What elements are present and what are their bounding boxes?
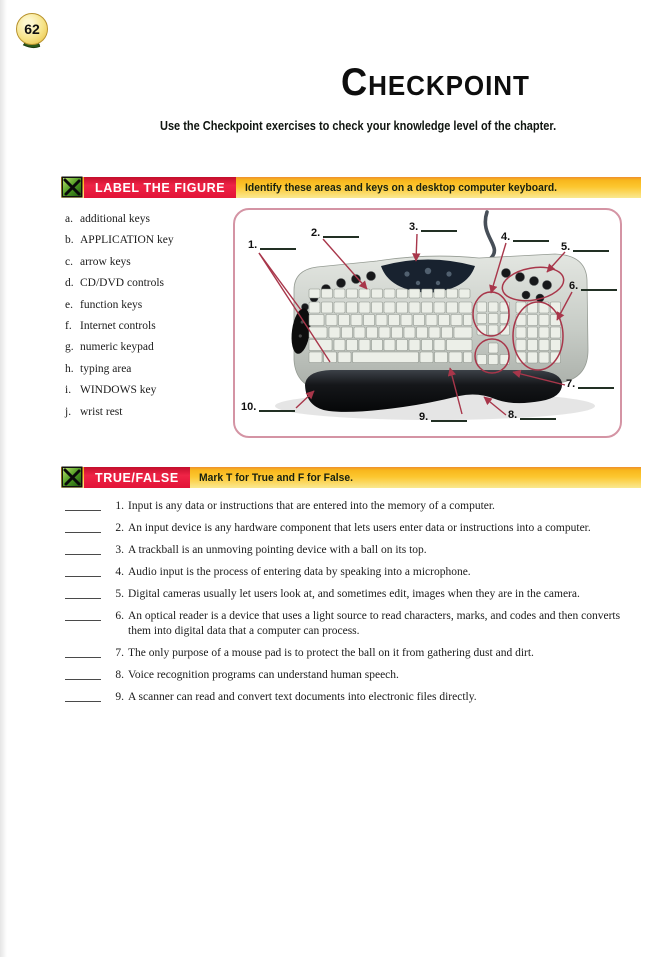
figure-answer-blank (431, 420, 467, 422)
label-the-figure-banner (61, 177, 641, 198)
section-instruction: Identify these areas and keys on a desktop computer keyboard. (245, 181, 558, 194)
tf-question-2 (65, 521, 637, 536)
page-title (341, 63, 530, 102)
figure-answer-blank (260, 248, 296, 250)
option-letter: c. (65, 255, 73, 268)
figure-label-number: 8. (508, 409, 518, 421)
section-logo-icon (61, 466, 83, 488)
tf-question-number: 5. (115, 588, 124, 600)
figure-label-number: 6. (569, 280, 579, 292)
section-logo-icon (61, 176, 83, 198)
figure-answer-blank (578, 387, 614, 389)
tf-question-text: Voice recognition programs can understand human speech. (128, 669, 399, 681)
figure-answer-blank (421, 230, 457, 232)
section-instruction: Mark T for True and F for False. (198, 471, 353, 484)
tf-answer-blank (65, 609, 101, 621)
tf-question-7 (65, 646, 637, 661)
figure-label-9 (419, 411, 467, 423)
tf-question-text: Audio input is the process of entering data by speaking into a microphone. (128, 566, 471, 578)
figure-label-number: 4. (501, 231, 511, 243)
tf-question-number: 7. (115, 647, 124, 659)
tf-answer-blank (65, 668, 101, 680)
title-rest: HECKPOINT (368, 70, 530, 101)
figure-label-number: 1. (248, 239, 258, 251)
tf-answer-blank (65, 543, 101, 555)
page-subtitle: Use the Checkpoint exercises to check your knowledge level of the chapter. (160, 119, 557, 133)
tf-question-text: The only purpose of a mouse pad is to protect the ball on it from gathering dust and dirt. (128, 647, 534, 659)
figure-answer-blank (513, 240, 549, 242)
tf-question-number: 8. (115, 669, 124, 681)
tf-question-text: An optical reader is a device that uses a light source to read characters, marks, and codes and then converts them into digital data that a computer can process. (128, 610, 621, 637)
figure-label-2 (311, 227, 359, 239)
figure-label-number: 5. (561, 241, 571, 253)
option-e (65, 295, 174, 316)
figure-label-5 (561, 241, 609, 253)
tf-question-text: A trackball is an unmoving pointing device with a ball on its top. (128, 544, 427, 556)
tf-question-number: 3. (115, 544, 124, 556)
option-text: numeric keypad (80, 341, 154, 354)
option-text: Internet controls (80, 320, 156, 333)
figure-label-7 (566, 378, 614, 390)
tf-question-5 (65, 587, 637, 602)
tf-question-9 (65, 690, 637, 705)
page-number-badge (16, 13, 48, 45)
option-letter: f. (65, 320, 72, 333)
keyboard-cord (485, 212, 494, 258)
tf-question-number: 2. (115, 522, 124, 534)
option-i (65, 380, 174, 401)
tf-answer-blank (65, 587, 101, 599)
figure-label-number: 9. (419, 411, 429, 423)
tf-answer-blank (65, 646, 101, 658)
option-letter: e. (65, 298, 73, 311)
tf-question-4 (65, 565, 637, 580)
option-text: typing area (80, 362, 132, 375)
option-letter: i. (65, 384, 72, 397)
option-letter: a. (65, 213, 73, 225)
tf-answer-blank (65, 565, 101, 577)
figure-answer-blank (323, 236, 359, 238)
option-letter: g. (65, 341, 74, 354)
option-text: wrist rest (80, 405, 123, 418)
true-false-questions (65, 499, 637, 712)
section-title: TRUE/FALSE (84, 467, 190, 488)
tf-question-number: 9. (115, 691, 124, 703)
true-false-banner (61, 467, 641, 488)
tf-question-6 (65, 609, 637, 639)
option-letter: j. (65, 405, 72, 418)
figure-label-4 (501, 231, 549, 243)
figure-answer-blank (259, 410, 295, 412)
option-h (65, 359, 174, 380)
tf-answer-blank (65, 690, 101, 702)
option-c (65, 252, 174, 273)
option-j (65, 402, 174, 423)
option-letter: b. (65, 234, 74, 247)
page-number: 62 (24, 21, 40, 37)
section-title: LABEL THE FIGURE (84, 177, 236, 198)
figure-label-8 (508, 409, 556, 421)
figure-answer-blank (520, 418, 556, 420)
tf-question-text: Digital cameras usually let users look at, and sometimes edit, images when they are in the camera. (128, 588, 580, 600)
option-a (65, 209, 174, 230)
figure-label-3 (409, 221, 457, 233)
figure-label-number: 3. (409, 221, 419, 233)
tf-question-text: Input is any data or instructions that are entered into the memory of a computer. (128, 500, 495, 512)
figure-label-10 (241, 401, 295, 413)
tf-question-3 (65, 543, 637, 558)
figure-label-number: 10. (241, 401, 257, 413)
tf-answer-blank (65, 521, 101, 533)
scan-edge-shadow (0, 0, 7, 957)
option-text: WINDOWS key (80, 384, 157, 397)
figure-answer-blank (573, 250, 609, 252)
option-text: CD/DVD controls (80, 277, 165, 290)
figure-label-number: 7. (566, 378, 576, 390)
option-text: arrow keys (80, 255, 131, 268)
tf-question-1 (65, 499, 637, 514)
tf-question-text: A scanner can read and convert text documents into electronic files directly. (128, 691, 477, 703)
option-g (65, 337, 174, 358)
option-text: additional keys (80, 213, 150, 225)
tf-question-number: 4. (115, 566, 124, 578)
figure-answer-blank (581, 289, 617, 291)
option-text: function keys (80, 298, 143, 311)
figure-box (233, 208, 622, 438)
figure-label-number: 2. (311, 227, 321, 239)
tf-question-8 (65, 668, 637, 683)
answer-options-list (65, 209, 174, 423)
option-d (65, 273, 174, 294)
tf-question-text: An input device is any hardware component that lets users enter data or instructions into a computer. (128, 522, 591, 534)
tf-answer-blank (65, 499, 101, 511)
option-b (65, 230, 174, 251)
option-letter: h. (65, 362, 74, 375)
figure-label-6 (569, 280, 617, 292)
option-text: APPLICATION key (80, 234, 174, 247)
figure-label-1 (248, 239, 296, 251)
title-initial: C (341, 61, 369, 104)
tf-question-number: 6. (115, 610, 124, 622)
option-f (65, 316, 174, 337)
tf-question-number: 1. (115, 500, 124, 512)
option-letter: d. (65, 277, 74, 290)
